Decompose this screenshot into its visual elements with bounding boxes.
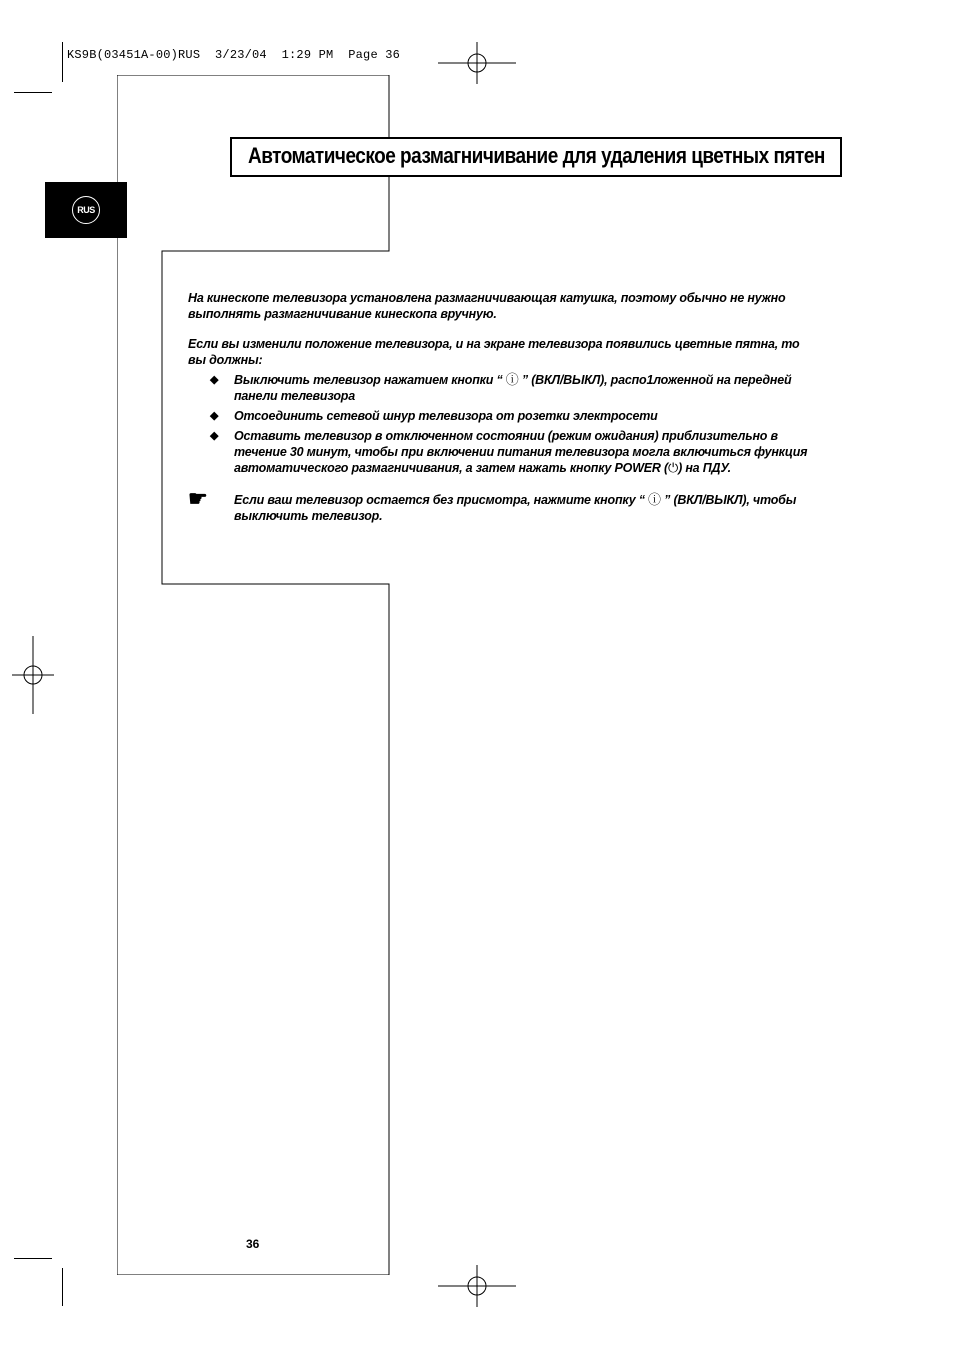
crop-mark: [62, 1268, 63, 1306]
note: [188, 486, 813, 524]
language-tab: [45, 182, 127, 238]
power-info-icon: ⓘ: [505, 372, 519, 387]
condition-paragraph: Если вы изменили положение телевизора, и на экране телевизора появились цветные пятна, то вы должны:: [188, 337, 800, 367]
crop-mark: [14, 92, 52, 93]
bullet-text: Отсоединить сетевой шнур телевизора от розетки электросети: [234, 409, 658, 423]
page-title: Автоматическое размагничивание для удаления цветных пятен: [248, 144, 825, 169]
page-frame: [117, 75, 390, 1275]
registration-mark-icon: [438, 1265, 518, 1307]
instruction-list: [188, 372, 813, 476]
bullet-diamond-icon: ◆: [210, 374, 219, 386]
intro-paragraph: На кинескопе телевизора установлена размагничивающая катушка, поэтому обычно не нужно выполнять размагничивание кинескопа вручную.: [188, 291, 786, 321]
registration-mark-icon: [438, 42, 518, 84]
title-box: [230, 137, 842, 177]
list-item: [188, 372, 813, 404]
print-header: KS9B(03451A-00)RUS 3/23/04 1:29 PM Page 36: [67, 48, 401, 62]
bullet-diamond-icon: ◆: [210, 410, 219, 422]
power-info-icon: ⓘ: [648, 492, 661, 507]
bullet-text: Выключить телевизор нажатием кнопки “: [234, 373, 506, 387]
crop-mark: [14, 1258, 52, 1259]
page-number: 36: [246, 1237, 260, 1251]
note-text: ” (ВКЛ/ВЫКЛ), чтобы выключить телевизор.: [234, 493, 797, 523]
bullet-diamond-icon: ◆: [210, 430, 219, 442]
crop-mark: [62, 42, 63, 82]
body-content: [188, 290, 813, 524]
bullet-text: ) на ПДУ.: [678, 461, 731, 475]
list-item: [188, 408, 813, 424]
note-text: Если ваш телевизор остается без присмотра, нажмите кнопку “: [234, 493, 649, 507]
bullet-text: ” (ВКЛ/ВЫКЛ), распо1ложенной на передней панели телевизора: [234, 373, 792, 403]
list-item: [188, 428, 813, 476]
language-badge: RUS: [72, 196, 100, 224]
pointing-hand-icon: ☛: [188, 486, 208, 511]
registration-mark-icon: [12, 636, 56, 714]
power-icon: ⏻: [668, 460, 679, 475]
bullet-text: Оставить телевизор в отключенном состоянии (режим ожидания) приблизительно в течение 30 минут, чтобы при включении питания телевизора могла включиться функция автоматического размагничивания, а затем нажать кнопку POWER (: [234, 429, 808, 475]
